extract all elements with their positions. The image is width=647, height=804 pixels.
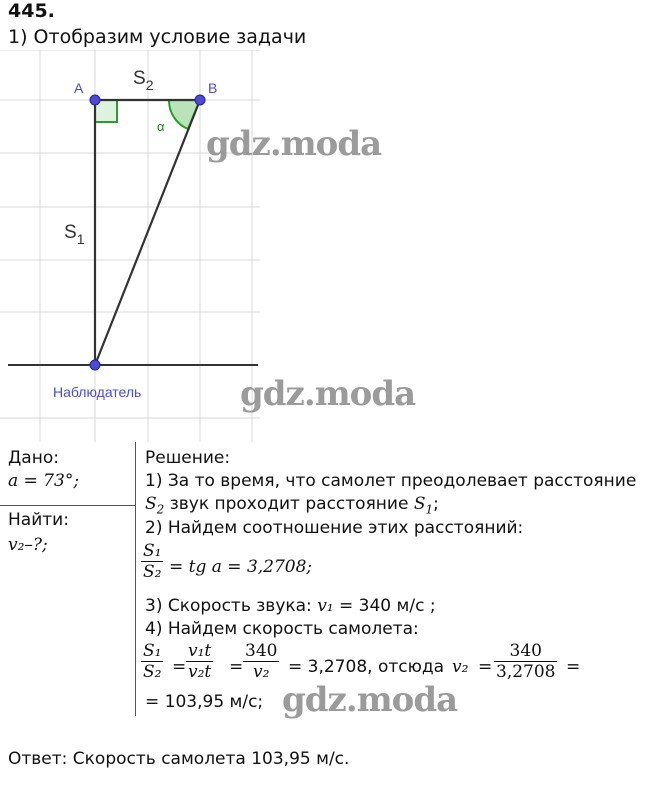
task-number: 445. [8,0,55,22]
find-value: v₂–?; [8,535,48,555]
label-a: A [74,80,84,96]
formula-eq-1: = [172,657,187,677]
given-value: a = 73°; [8,471,80,491]
formula-fraction-v: $\frac{\text{v₁t}}{\text{v₂t}}$ [188,641,212,682]
label-alpha: α [157,119,165,134]
watermark: gdz.moda [282,680,458,720]
solution-title: Решение: [145,448,231,468]
watermark: gdz.moda [206,124,382,164]
solution-line-6: 4) Найдем скорость самолета: [145,619,419,639]
find-title: Найти: [8,510,69,530]
point-a [90,95,100,105]
solution-line-5: 3) Скорость звука: v₁ = 340 м/с ; [145,596,436,616]
label-observer: Наблюдатель [53,384,142,400]
ratio-result: = tg a = 3,2708; [169,557,313,577]
step-one-heading: 1) Отобразим условие задачи [8,26,307,48]
point-b [195,95,205,105]
watermark: gdz.moda [240,374,416,414]
formula-eq-4: = [566,657,581,677]
table-divider-horizontal [0,505,135,506]
label-s1: $S_1$ [64,222,85,247]
label-s2: $S_2$ [133,68,154,93]
ratio-fraction: $\frac{\text{S₁}}{\text{S₂}}$ [143,541,162,582]
solution-line-1: 1) За то время, что самолет преодолевает расстояние [145,471,637,491]
answer: Ответ: Скорость самолета 103,95 м/с. [8,749,350,769]
formula-final: = 103,95 м/с; [145,692,264,712]
solution-line-3: 2) Найдем соотношение этих расстояний: [145,518,524,538]
formula-fraction-340-v2: $\frac{340}{\text{v₂}}$ [245,641,278,682]
table-divider-vertical [135,442,136,716]
label-b: B [208,80,218,96]
formula-eq-3: = [478,657,493,677]
given-title: Дано: [8,448,59,468]
point-observer [90,360,100,370]
formula-fraction-340-3-2708: $\frac{340}{3,2708}$ [496,641,556,682]
formula-eq-2: = [229,657,244,677]
formula-fraction-s: $\frac{\text{S₁}}{\text{S₂}}$ [143,641,162,682]
solution-line-2: $S_2$ звук проходит расстояние $S_1$; [145,494,439,517]
formula-middle: = 3,2708, отсюда [288,657,445,677]
formula-v2: v₂ [452,657,469,677]
